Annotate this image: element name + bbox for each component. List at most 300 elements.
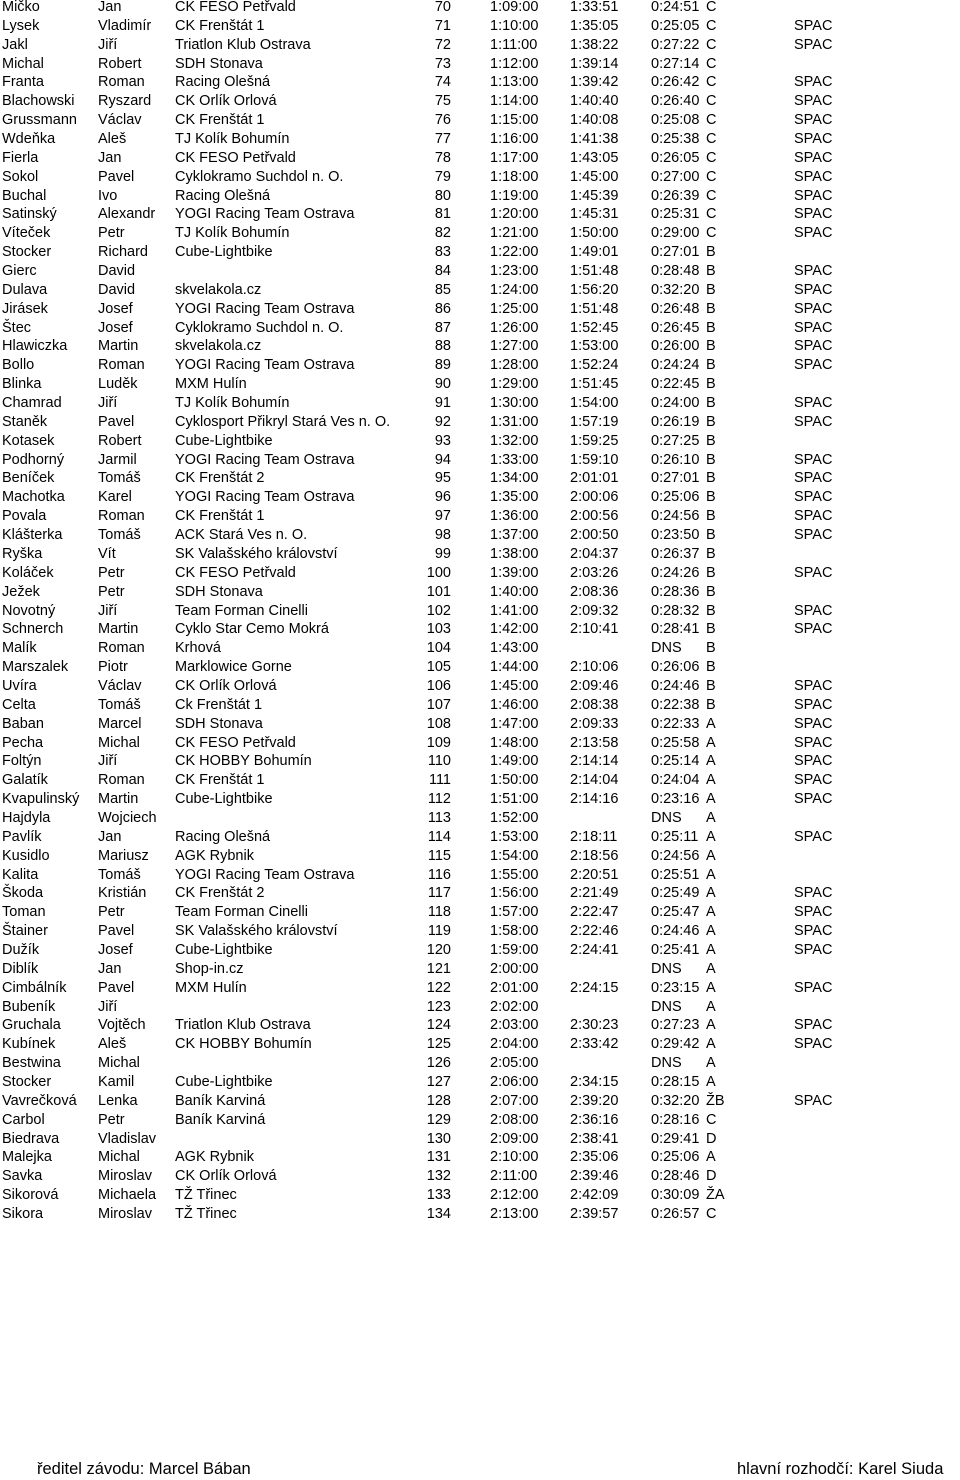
table-row bbox=[0, 998, 960, 1017]
cell-first-name: Pavel bbox=[98, 923, 135, 940]
cell-start-number: 97 bbox=[434, 508, 451, 525]
cell-start-number: 123 bbox=[426, 998, 451, 1015]
cell-finish-time: 1:33:51 bbox=[570, 0, 619, 15]
cell-start-time: 1:27:00 bbox=[490, 338, 539, 355]
cell-category: C bbox=[706, 225, 717, 242]
cell-first-name: Karel bbox=[98, 489, 132, 506]
cell-category: A bbox=[706, 941, 716, 958]
table-row bbox=[0, 828, 960, 847]
table-row bbox=[0, 884, 960, 903]
cell-spac: SPAC bbox=[794, 149, 833, 166]
cell-club: YOGI Racing Team Ostrava bbox=[175, 206, 355, 223]
cell-race-time: 0:28:15 bbox=[651, 1073, 700, 1090]
cell-first-name: Petr bbox=[98, 904, 125, 921]
cell-start-number: 84 bbox=[434, 263, 451, 280]
cell-surname: Gruchala bbox=[2, 1017, 61, 1034]
table-row bbox=[0, 337, 960, 356]
cell-first-name: Martin bbox=[98, 621, 139, 638]
cell-start-number: 124 bbox=[426, 1017, 451, 1034]
cell-category: C bbox=[706, 131, 717, 148]
cell-start-time: 1:10:00 bbox=[490, 17, 539, 34]
cell-surname: Sikora bbox=[2, 1206, 44, 1222]
table-row bbox=[0, 73, 960, 92]
cell-first-name: Václav bbox=[98, 112, 142, 129]
cell-surname: Bubeník bbox=[2, 998, 56, 1015]
cell-start-number: 119 bbox=[427, 923, 451, 940]
cell-finish-time: 1:52:24 bbox=[570, 357, 619, 374]
table-row bbox=[0, 205, 960, 224]
cell-surname: Malejka bbox=[2, 1149, 52, 1166]
cell-first-name: Jan bbox=[98, 149, 122, 166]
cell-category: A bbox=[706, 923, 716, 940]
table-row bbox=[0, 866, 960, 885]
cell-finish-time: 2:00:06 bbox=[570, 489, 619, 506]
cell-start-time: 1:15:00 bbox=[490, 112, 539, 129]
cell-club: AGK Rybnik bbox=[175, 847, 254, 864]
cell-start-number: 73 bbox=[434, 55, 451, 72]
cell-finish-time: 1:52:45 bbox=[570, 319, 619, 336]
cell-spac: SPAC bbox=[794, 395, 833, 412]
cell-first-name: Robert bbox=[98, 55, 142, 72]
table-row bbox=[0, 1092, 960, 1111]
cell-start-time: 2:13:00 bbox=[490, 1206, 539, 1222]
cell-first-name: Martin bbox=[98, 791, 139, 808]
cell-first-name: Mariusz bbox=[98, 847, 149, 864]
cell-start-number: 88 bbox=[434, 338, 451, 355]
cell-race-time: 0:26:40 bbox=[651, 93, 700, 110]
cell-category: ŽB bbox=[706, 1092, 725, 1109]
cell-category: A bbox=[706, 1073, 716, 1090]
table-row bbox=[0, 903, 960, 922]
cell-spac: SPAC bbox=[794, 1017, 833, 1034]
cell-finish-time: 1:54:00 bbox=[570, 395, 619, 412]
cell-start-number: 127 bbox=[426, 1073, 451, 1090]
table-row bbox=[0, 677, 960, 696]
cell-race-time: 0:25:31 bbox=[651, 206, 700, 223]
cell-first-name: Alexandr bbox=[98, 206, 156, 223]
cell-race-time: 0:27:23 bbox=[651, 1017, 700, 1034]
cell-club: CK FESO Petřvald bbox=[175, 149, 296, 166]
cell-spac: SPAC bbox=[794, 74, 833, 91]
cell-start-number: 93 bbox=[434, 432, 451, 449]
cell-spac: SPAC bbox=[794, 263, 833, 280]
cell-race-time: 0:25:49 bbox=[651, 885, 700, 902]
cell-spac: SPAC bbox=[794, 1092, 833, 1109]
table-row bbox=[0, 545, 960, 564]
cell-surname: Škoda bbox=[2, 885, 44, 902]
cell-surname: Staněk bbox=[2, 413, 48, 430]
cell-club: CK HOBBY Bohumín bbox=[175, 1036, 312, 1053]
cell-surname: Beníček bbox=[2, 470, 55, 487]
cell-surname: Carbol bbox=[2, 1111, 45, 1128]
cell-first-name: Miroslav bbox=[98, 1168, 152, 1185]
cell-start-number: 95 bbox=[434, 470, 451, 487]
cell-finish-time: 2:21:49 bbox=[570, 885, 619, 902]
cell-first-name: Jan bbox=[98, 0, 122, 15]
cell-start-time: 2:02:00 bbox=[490, 998, 539, 1015]
cell-finish-time: 2:09:46 bbox=[570, 677, 619, 694]
cell-surname: Grussmann bbox=[2, 112, 77, 129]
cell-spac: SPAC bbox=[794, 885, 833, 902]
cell-club: TŽ Třinec bbox=[175, 1187, 237, 1204]
cell-category: A bbox=[706, 828, 716, 845]
table-row bbox=[0, 696, 960, 715]
cell-start-time: 1:09:00 bbox=[490, 0, 539, 15]
cell-category: B bbox=[706, 545, 716, 562]
cell-start-time: 1:36:00 bbox=[490, 508, 539, 525]
cell-surname: Uvíra bbox=[2, 677, 37, 694]
cell-race-time: 0:24:00 bbox=[651, 395, 700, 412]
cell-race-time: 0:29:00 bbox=[651, 225, 700, 242]
cell-spac: SPAC bbox=[794, 281, 833, 298]
cell-race-time: 0:26:06 bbox=[651, 659, 700, 676]
cell-race-time: 0:27:25 bbox=[651, 432, 700, 449]
cell-club: TJ Kolík Bohumín bbox=[175, 225, 290, 242]
cell-first-name: Roman bbox=[98, 74, 145, 91]
cell-race-time: 0:26:42 bbox=[651, 74, 700, 91]
cell-club: Racing Olešná bbox=[175, 187, 271, 204]
cell-finish-time: 2:14:04 bbox=[570, 772, 619, 789]
footer bbox=[0, 1460, 960, 1480]
cell-surname: Jirásek bbox=[2, 300, 48, 317]
cell-surname: Klášterka bbox=[2, 527, 63, 544]
cell-start-time: 1:30:00 bbox=[490, 395, 539, 412]
cell-finish-time: 1:49:01 bbox=[570, 244, 619, 261]
cell-race-time: 0:23:16 bbox=[651, 791, 700, 808]
table-row bbox=[0, 168, 960, 187]
cell-first-name: Pavel bbox=[98, 979, 135, 996]
cell-start-time: 1:34:00 bbox=[490, 470, 539, 487]
cell-start-number: 89 bbox=[434, 357, 451, 374]
cell-surname: Sokol bbox=[2, 168, 39, 185]
cell-category: B bbox=[706, 583, 716, 600]
cell-category: C bbox=[706, 168, 717, 185]
cell-start-time: 1:31:00 bbox=[490, 413, 539, 430]
cell-finish-time: 2:24:15 bbox=[570, 979, 619, 996]
cell-start-number: 72 bbox=[434, 36, 451, 53]
cell-category: C bbox=[706, 36, 717, 53]
cell-race-time: 0:25:51 bbox=[651, 866, 700, 883]
cell-category: B bbox=[706, 621, 716, 638]
cell-club: Ck Frenštát 1 bbox=[175, 696, 263, 713]
cell-club: Cube-Lightbike bbox=[175, 941, 273, 958]
cell-first-name: Vít bbox=[98, 545, 116, 562]
cell-race-time: 0:26:37 bbox=[651, 545, 700, 562]
cell-spac: SPAC bbox=[794, 621, 833, 638]
cell-category: C bbox=[706, 149, 717, 166]
cell-finish-time: 1:39:42 bbox=[570, 74, 619, 91]
cell-club: YOGI Racing Team Ostrava bbox=[175, 357, 355, 374]
cell-category: B bbox=[706, 602, 716, 619]
cell-first-name: Roman bbox=[98, 772, 145, 789]
cell-race-time: DNS bbox=[651, 1055, 682, 1072]
cell-club: Team Forman Cinelli bbox=[175, 904, 308, 921]
cell-category: B bbox=[706, 451, 716, 468]
cell-category: B bbox=[706, 300, 716, 317]
cell-category: A bbox=[706, 885, 716, 902]
cell-first-name: Roman bbox=[98, 508, 145, 525]
cell-start-time: 2:11:00 bbox=[490, 1168, 538, 1185]
cell-spac: SPAC bbox=[794, 168, 833, 185]
cell-surname: Bestwina bbox=[2, 1055, 61, 1072]
cell-first-name: Michal bbox=[98, 734, 140, 751]
cell-start-time: 1:56:00 bbox=[490, 885, 539, 902]
cell-surname: Pavlík bbox=[2, 828, 42, 845]
cell-finish-time: 2:34:15 bbox=[570, 1073, 619, 1090]
cell-race-time: 0:25:47 bbox=[651, 904, 700, 921]
cell-club: Racing Olešná bbox=[175, 74, 271, 91]
cell-race-time: 0:24:46 bbox=[651, 923, 700, 940]
cell-first-name: Jiří bbox=[98, 602, 118, 619]
cell-start-number: 113 bbox=[427, 809, 451, 826]
cell-surname: Biedrava bbox=[2, 1130, 60, 1147]
table-row bbox=[0, 1130, 960, 1149]
cell-first-name: Jiří bbox=[98, 395, 118, 412]
table-row bbox=[0, 1111, 960, 1130]
cell-finish-time: 1:35:05 bbox=[570, 17, 619, 34]
cell-start-number: 103 bbox=[426, 621, 451, 638]
table-row bbox=[0, 847, 960, 866]
cell-first-name: Pavel bbox=[98, 168, 135, 185]
cell-finish-time: 2:00:50 bbox=[570, 527, 619, 544]
cell-category: B bbox=[706, 527, 716, 544]
cell-first-name: Petr bbox=[98, 564, 125, 581]
cell-surname: Schnerch bbox=[2, 621, 64, 638]
cell-first-name: Wojciech bbox=[98, 809, 157, 826]
cell-first-name: Tomáš bbox=[98, 527, 141, 544]
cell-surname: Bollo bbox=[2, 357, 35, 374]
cell-first-name: Marcel bbox=[98, 715, 142, 732]
cell-surname: Toman bbox=[2, 904, 46, 921]
cell-first-name: Robert bbox=[98, 432, 142, 449]
cell-spac: SPAC bbox=[794, 696, 833, 713]
table-row bbox=[0, 281, 960, 300]
cell-first-name: Michaela bbox=[98, 1187, 157, 1204]
cell-start-time: 2:08:00 bbox=[490, 1111, 539, 1128]
cell-category: A bbox=[706, 979, 716, 996]
cell-club: CK FESO Petřvald bbox=[175, 734, 296, 751]
cell-race-time: 0:25:11 bbox=[651, 828, 699, 845]
cell-first-name: Václav bbox=[98, 677, 142, 694]
cell-finish-time: 2:04:37 bbox=[570, 545, 619, 562]
cell-club: Cyklokramo Suchdol n. O. bbox=[175, 168, 344, 185]
table-row bbox=[0, 451, 960, 470]
cell-start-number: 96 bbox=[434, 489, 451, 506]
cell-category: D bbox=[706, 1130, 717, 1147]
cell-start-time: 1:35:00 bbox=[490, 489, 539, 506]
cell-start-number: 92 bbox=[434, 413, 451, 430]
cell-club: CK Frenštát 2 bbox=[175, 470, 265, 487]
cell-finish-time: 1:53:00 bbox=[570, 338, 619, 355]
cell-spac: SPAC bbox=[794, 904, 833, 921]
cell-race-time: 0:24:56 bbox=[651, 847, 700, 864]
cell-finish-time: 2:30:23 bbox=[570, 1017, 619, 1034]
cell-club: Team Forman Cinelli bbox=[175, 602, 308, 619]
cell-surname: Blachowski bbox=[2, 93, 75, 110]
cell-race-time: 0:28:16 bbox=[651, 1111, 700, 1128]
cell-race-time: 0:32:20 bbox=[651, 281, 700, 298]
cell-finish-time: 2:08:36 bbox=[570, 583, 619, 600]
table-row bbox=[0, 300, 960, 319]
cell-race-time: 0:26:57 bbox=[651, 1206, 700, 1222]
cell-club: YOGI Racing Team Ostrava bbox=[175, 300, 355, 317]
table-row bbox=[0, 488, 960, 507]
cell-first-name: Tomáš bbox=[98, 696, 141, 713]
cell-race-time: 0:26:39 bbox=[651, 187, 700, 204]
cell-surname: Stocker bbox=[2, 244, 52, 261]
cell-first-name: Jarmil bbox=[98, 451, 137, 468]
cell-finish-time: 1:39:14 bbox=[570, 55, 619, 72]
cell-first-name: Tomáš bbox=[98, 470, 141, 487]
table-row bbox=[0, 639, 960, 658]
cell-finish-time: 2:00:56 bbox=[570, 508, 619, 525]
cell-start-number: 115 bbox=[427, 847, 451, 864]
cell-race-time: 0:28:32 bbox=[651, 602, 700, 619]
cell-first-name: Petr bbox=[98, 225, 125, 242]
cell-first-name: Kamil bbox=[98, 1073, 135, 1090]
cell-spac: SPAC bbox=[794, 564, 833, 581]
table-row bbox=[0, 583, 960, 602]
cell-start-number: 85 bbox=[434, 281, 451, 298]
cell-club: TŽ Třinec bbox=[175, 1206, 237, 1222]
cell-finish-time: 2:35:06 bbox=[570, 1149, 619, 1166]
cell-start-time: 1:45:00 bbox=[490, 677, 539, 694]
cell-first-name: Martin bbox=[98, 338, 139, 355]
cell-start-time: 1:51:00 bbox=[490, 791, 539, 808]
cell-start-number: 134 bbox=[426, 1206, 451, 1222]
cell-start-number: 81 bbox=[434, 206, 451, 223]
table-row bbox=[0, 1054, 960, 1073]
cell-surname: Štainer bbox=[2, 923, 48, 940]
cell-club: TJ Kolík Bohumín bbox=[175, 395, 290, 412]
cell-race-time: 0:27:01 bbox=[651, 244, 700, 261]
cell-club: Cyklosport Přikryl Stará Ves n. O. bbox=[175, 413, 391, 430]
cell-start-time: 1:57:00 bbox=[490, 904, 539, 921]
cell-start-time: 1:59:00 bbox=[490, 941, 539, 958]
cell-race-time: 0:25:06 bbox=[651, 489, 700, 506]
cell-club: CK HOBBY Bohumín bbox=[175, 753, 312, 770]
cell-category: B bbox=[706, 319, 716, 336]
cell-start-number: 120 bbox=[426, 941, 451, 958]
table-row bbox=[0, 1035, 960, 1054]
cell-finish-time: 2:39:46 bbox=[570, 1168, 619, 1185]
cell-start-time: 1:42:00 bbox=[490, 621, 539, 638]
cell-club: MXM Hulín bbox=[175, 376, 247, 393]
table-row bbox=[0, 375, 960, 394]
cell-race-time: 0:24:24 bbox=[651, 357, 700, 374]
table-row bbox=[0, 413, 960, 432]
table-row bbox=[0, 715, 960, 734]
cell-spac: SPAC bbox=[794, 791, 833, 808]
cell-club: SK Valašského království bbox=[175, 545, 338, 562]
cell-club: Shop-in.cz bbox=[175, 960, 244, 977]
cell-race-time: DNS bbox=[651, 809, 682, 826]
cell-club: Racing Olešná bbox=[175, 828, 271, 845]
cell-start-time: 1:13:00 bbox=[490, 74, 539, 91]
cell-start-number: 133 bbox=[426, 1187, 451, 1204]
cell-start-time: 1:48:00 bbox=[490, 734, 539, 751]
cell-start-time: 1:14:00 bbox=[490, 93, 539, 110]
cell-start-time: 1:19:00 bbox=[490, 187, 539, 204]
cell-category: B bbox=[706, 395, 716, 412]
table-row bbox=[0, 1167, 960, 1186]
cell-spac: SPAC bbox=[794, 979, 833, 996]
table-row bbox=[0, 922, 960, 941]
cell-club: CK Orlík Orlová bbox=[175, 677, 277, 694]
table-row bbox=[0, 1016, 960, 1035]
cell-spac: SPAC bbox=[794, 828, 833, 845]
cell-surname: Galatík bbox=[2, 772, 48, 789]
cell-spac: SPAC bbox=[794, 734, 833, 751]
cell-race-time: 0:27:01 bbox=[651, 470, 700, 487]
cell-spac: SPAC bbox=[794, 753, 833, 770]
cell-start-time: 1:33:00 bbox=[490, 451, 539, 468]
cell-category: B bbox=[706, 263, 716, 280]
cell-club: CK Frenštát 2 bbox=[175, 885, 265, 902]
cell-first-name: Petr bbox=[98, 1111, 125, 1128]
table-row bbox=[0, 17, 960, 36]
cell-finish-time: 1:57:19 bbox=[570, 413, 619, 430]
cell-first-name: Aleš bbox=[98, 131, 127, 148]
cell-start-time: 1:58:00 bbox=[490, 923, 539, 940]
cell-first-name: Tomáš bbox=[98, 866, 141, 883]
cell-club: CK Orlík Orlová bbox=[175, 93, 277, 110]
cell-start-number: 121 bbox=[426, 960, 451, 977]
table-row bbox=[0, 602, 960, 621]
table-row bbox=[0, 1148, 960, 1167]
cell-start-time: 1:17:00 bbox=[490, 149, 539, 166]
cell-start-number: 108 bbox=[426, 715, 451, 732]
cell-start-time: 1:44:00 bbox=[490, 659, 539, 676]
cell-start-time: 1:37:00 bbox=[490, 527, 539, 544]
cell-finish-time: 2:13:58 bbox=[570, 734, 619, 751]
cell-club: Cube-Lightbike bbox=[175, 1073, 273, 1090]
cell-finish-time: 1:40:08 bbox=[570, 112, 619, 129]
cell-start-number: 112 bbox=[427, 791, 451, 808]
cell-start-time: 1:18:00 bbox=[490, 168, 539, 185]
cell-club: Baník Karviná bbox=[175, 1092, 266, 1109]
cell-category: B bbox=[706, 470, 716, 487]
cell-first-name: Roman bbox=[98, 357, 145, 374]
cell-category: C bbox=[706, 74, 717, 91]
cell-start-time: 1:49:00 bbox=[490, 753, 539, 770]
table-row bbox=[0, 1205, 960, 1224]
cell-race-time: 0:28:41 bbox=[651, 621, 700, 638]
cell-category: A bbox=[706, 960, 716, 977]
cell-start-number: 77 bbox=[434, 131, 451, 148]
cell-category: B bbox=[706, 696, 716, 713]
cell-finish-time: 1:56:20 bbox=[570, 281, 619, 298]
cell-race-time: 0:24:46 bbox=[651, 677, 700, 694]
cell-category: B bbox=[706, 376, 716, 393]
cell-finish-time: 1:43:05 bbox=[570, 149, 619, 166]
cell-category: A bbox=[706, 1036, 716, 1053]
cell-spac: SPAC bbox=[794, 36, 833, 53]
cell-spac: SPAC bbox=[794, 206, 833, 223]
cell-surname: Ježek bbox=[2, 583, 40, 600]
cell-race-time: 0:22:45 bbox=[651, 376, 700, 393]
cell-club: CK FESO Petřvald bbox=[175, 564, 296, 581]
cell-club: skvelakola.cz bbox=[175, 338, 262, 355]
table-row bbox=[0, 1186, 960, 1205]
cell-start-time: 1:40:00 bbox=[490, 583, 539, 600]
cell-category: A bbox=[706, 998, 716, 1015]
cell-race-time: 0:22:33 bbox=[651, 715, 700, 732]
table-row bbox=[0, 130, 960, 149]
cell-surname: Kusidlo bbox=[2, 847, 50, 864]
cell-surname: Víteček bbox=[2, 225, 51, 242]
cell-race-time: 0:30:09 bbox=[651, 1187, 700, 1204]
